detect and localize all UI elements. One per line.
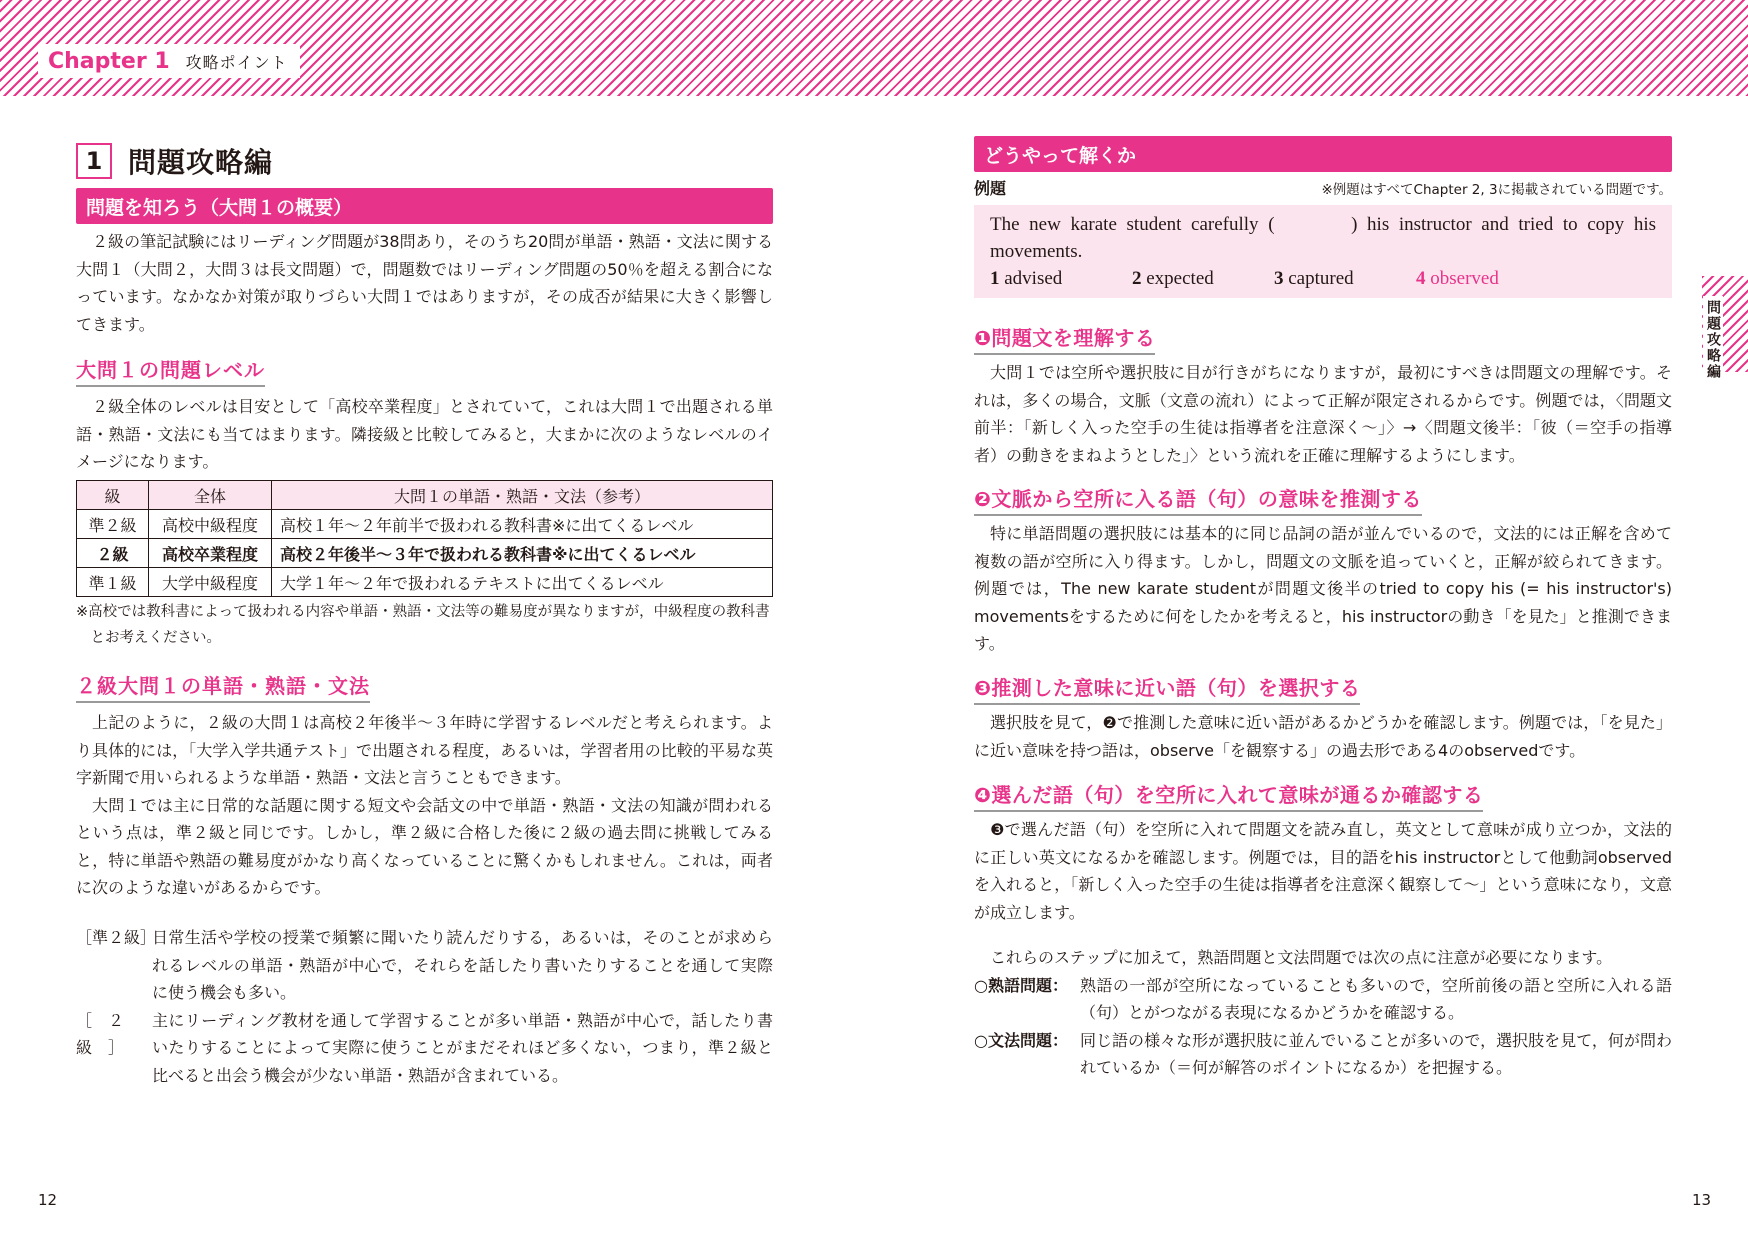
overview-text: ２級の筆記試験にはリーディング問題が38問あり，そのうち20問が単語・熟語・文法に関する大問１（大問２，大問３は長文問題）で，問題数ではリーディング問題の50％を超える割合になっています。なかなか対策が取りづらい大問１ではありますが，その成否が結果に大きく影響してきます。: [76, 232, 773, 334]
section-title-row: [76, 141, 273, 181]
vocab-heading: ２級大問１の単語・熟語・文法: [76, 670, 370, 703]
page-number-left: 12: [38, 1191, 58, 1209]
list-term: ［ ２級 ］: [76, 1010, 125, 1057]
step-4-block: [974, 779, 1672, 926]
choices-row: [990, 265, 1656, 292]
table-cell: 大学１年～２年で扱われるテキストに出てくるレベル: [272, 568, 773, 597]
table-cell: ２級: [77, 539, 149, 568]
how-to-solve-bar: どうやって解くか: [974, 136, 1672, 172]
table-row: [77, 539, 773, 568]
table-row: [77, 568, 773, 597]
step-2-heading: ❷文脈から空所に入る語（句）の意味を推測する: [974, 483, 1422, 516]
example-box: [974, 205, 1672, 298]
side-tab-label: 問題攻略編: [1703, 296, 1723, 384]
vocab-text-2: 大問１では主に日常的な話題に関する短文や会話文の中で単語・熟語・文法の知識が問われるという点は，準２級と同じです。しかし，準２級に合格した後に２級の過去問に挑戦してみると，特に単語や熟語の難易度がかなり高くなっていることに驚くかもしれません。これは，両者に次のような違いがあるからです。: [76, 795, 773, 897]
list-definition: 主にリーディング教材を通して学習することが多い単語・熟語が中心で，話したり書いたりすることによって実際に使うことがまだそれほど多くない，つまり，準２級と比べると出会う機会が少ない単語・熟語が含まれている。: [152, 1010, 773, 1085]
closing-text: これらのステップに加えて，熟語問題と文法問題では次の点に注意が必要になります。: [990, 948, 1613, 967]
list-item: [76, 924, 773, 1007]
table-header: 全体: [149, 481, 272, 510]
step-2-block: [974, 483, 1672, 658]
level-heading: 大問１の問題レベル: [76, 354, 265, 387]
table-header: 級: [77, 481, 149, 510]
table-row: [77, 510, 773, 539]
table-cell: 準２級: [77, 510, 149, 539]
point-item: [974, 1027, 1672, 1082]
notes-block: [974, 944, 1672, 1082]
list-term: ［準２級］: [76, 928, 157, 947]
table-cell: 準１級: [77, 568, 149, 597]
chapter-label: [38, 44, 300, 78]
table-header: 大問１の単語・熟語・文法（参考）: [272, 481, 773, 510]
table-cell: 大学中級程度: [149, 568, 272, 597]
level-table-block: [76, 480, 773, 651]
level-block: [76, 354, 773, 476]
page-number-right: 13: [1692, 1191, 1712, 1209]
chapter-number: Chapter 1: [48, 48, 170, 74]
table-cell: 高校卒業程度: [149, 539, 272, 568]
choice-item: 3 captured: [1274, 268, 1354, 289]
list-item: [76, 1007, 773, 1090]
point-definition: 熟語の一部が空所になっていることも多いので，空所前後の語と空所に入れる語（句）とがつながる表現になるかどうかを確認する。: [1080, 975, 1672, 1022]
overview-block: [76, 188, 773, 338]
overview-bar: 問題を知ろう（大問１の概要）: [76, 188, 773, 224]
level-text: ２級全体のレベルは目安として「高校卒業程度」とされていて，これは大問１で出題される単語・熟語・文法にも当てはまります。隣接級と比較してみると，大まかに次のようなレベルのイメージになります。: [76, 397, 773, 471]
point-term: ○文法問題：: [974, 1030, 1068, 1050]
step-3-heading: ❸推測した意味に近い語（句）を選択する: [974, 672, 1360, 705]
point-definition: 同じ語の様々な形が選択肢に並んでいることが多いので，選択肢を見て，何が問われているか（＝何が解答のポイントになるか）を把握する。: [1080, 1030, 1672, 1077]
list-definition: 日常生活や学校の授業で頻繁に聞いたり読んだりする，あるいは，そのことが求められるレベルの単語・熟語が中心で，それらを話したり書いたりすることを通して実際に使う機会も多い。: [152, 928, 773, 1002]
choice-item-correct: 4 observed: [1416, 268, 1499, 289]
how-to-solve-block: [974, 136, 1672, 298]
step-3-text: 選択肢を見て，❷で推測した意味に近い語があるかどうかを確認します。例題では，「を見た」に近い意味を持つ語は，observe「を観察する」の過去形である4のobservedです。: [974, 713, 1672, 760]
table-cell: 高校１年～２年前半で扱われる教科書※に出てくるレベル: [272, 510, 773, 539]
example-sentence: The new karate student carefully ( ) his instructor and tried to copy his movements.: [990, 214, 1656, 262]
step-2-text: 特に単語問題の選択肢には基本的に同じ品詞の語が並んでいるので，文法的には正解を含めて複数の語が空所に入り得ます。しかし，問題文の文脈を追っていくと，正解が絞られてきます。例題では，The new karate studentが問題文後半のtried to copy his (= his instructor's) movementsをするために何をしたかを考えると，his instructorの動き「を見た」と推測できます。: [974, 524, 1672, 653]
table-cell: 高校２年後半～３年で扱われる教科書※に出てくるレベル: [272, 539, 773, 568]
choice-item: 2 expected: [1132, 268, 1214, 289]
level-comparison-list: [76, 924, 773, 1089]
step-1-text: 大問１では空所や選択肢に目が行きがちになりますが，最初にすべきは問題文の理解です。それは，多くの場合，文脈（文意の流れ）によって正解が限定されるからです。例題では，〈問題文前半：「新しく入った空手の生徒は指導者を注意深く～」〉→〈問題文後半：「彼（＝空手の指導者）の動きをまねようとした」〉という流れを正確に理解するようにします。: [974, 363, 1672, 465]
choice-item: 1 advised: [990, 268, 1063, 289]
vocab-text-1: 上記のように，２級の大問１は高校２年後半～３年時に学習するレベルだと考えられます。より具体的には，「大学入学共通テスト」で出題される程度，あるいは，学習者用の比較的平易な英字新聞で用いられるような単語・熟語・文法と言うこともできます。: [76, 713, 773, 787]
step-1-block: [974, 322, 1672, 469]
step-3-block: [974, 672, 1672, 764]
step-1-heading: ❶問題文を理解する: [974, 322, 1155, 355]
example-label: 例題: [974, 179, 1007, 198]
step-4-heading: ❹選んだ語（句）を空所に入れて意味が通るか確認する: [974, 779, 1483, 812]
table-cell: 高校中級程度: [149, 510, 272, 539]
level-table: [76, 480, 773, 597]
point-item: [974, 972, 1672, 1027]
chapter-title: 攻略ポイント: [185, 52, 288, 72]
point-term: ○熟語問題：: [974, 975, 1068, 995]
table-header-row: [77, 481, 773, 510]
vocab-block: [76, 670, 773, 902]
table-note: ※高校では教科書によって扱われる内容や単語・熟語・文法等の難易度が異なりますが，中級程度の教科書とお考えください。: [76, 604, 770, 646]
step-4-text: ❸で選んだ語（句）を空所に入れて問題文を読み直し，英文として意味が成り立つか，文法的に正しい英文になるかを確認します。例題では，目的語をhis instructorとして他動詞observedを入れると，「新しく入った空手の生徒は指導者を注意深く観察して～」という意味になり，文意が成立します。: [974, 820, 1672, 922]
section-number-box: 1: [76, 143, 112, 179]
example-note: ※例題はすべてChapter 2, 3に掲載されている問題です。: [1321, 182, 1672, 198]
example-header: [974, 176, 1672, 199]
section-title: 問題攻略編: [128, 146, 274, 179]
